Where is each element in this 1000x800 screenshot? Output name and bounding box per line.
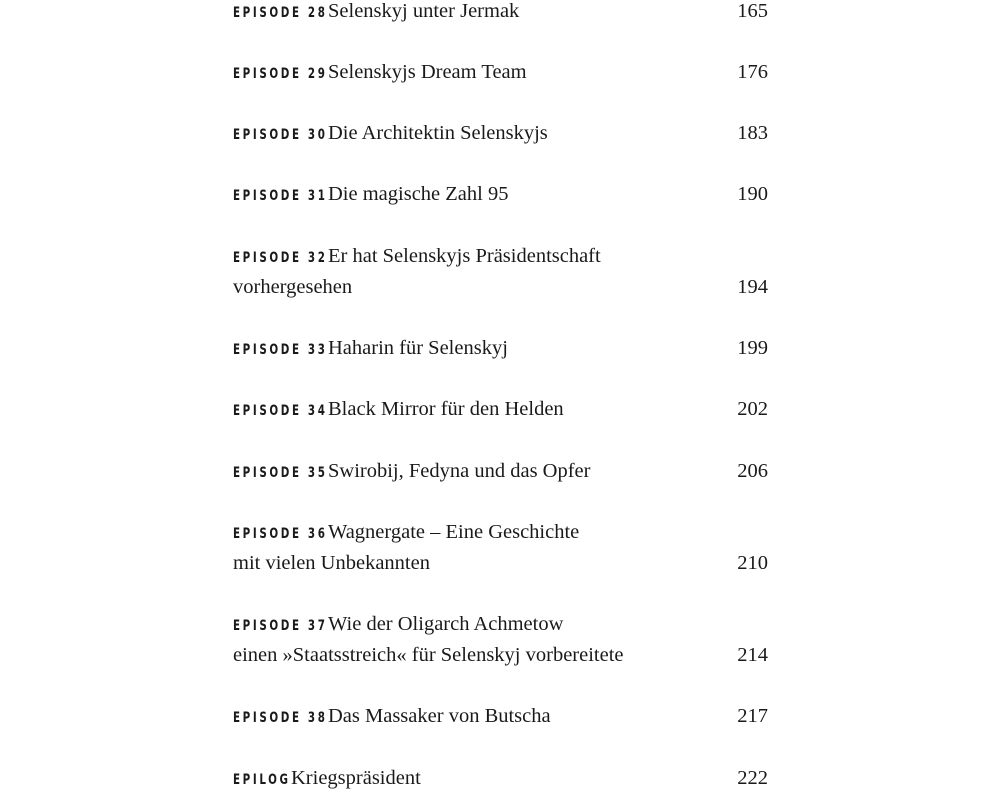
entry-page-number: 199 — [737, 337, 768, 359]
entry-label: EPISODE 36 — [233, 526, 328, 542]
entry-title: Selenskyjs Dream Team — [328, 61, 527, 83]
entry-label: EPISODE 35 — [233, 465, 328, 481]
entry-title: Wagnergate – Eine Geschichte — [328, 521, 580, 543]
entry-title: Selenskyj unter Jermak — [328, 0, 520, 22]
entry-title: Die Architektin Selenskyjs — [328, 122, 548, 144]
entry-page-number: 183 — [737, 122, 768, 144]
toc-entry[interactable] — [233, 333, 768, 364]
entry-page-number: 165 — [737, 0, 768, 22]
entry-label: EPISODE 31 — [233, 188, 328, 204]
entry-label: EPISODE 30 — [233, 127, 328, 143]
entry-label: EPILOG — [233, 772, 291, 788]
entry-page-number: 194 — [737, 276, 768, 298]
entry-page-number: 222 — [737, 767, 768, 789]
entry-label: EPISODE 34 — [233, 403, 328, 419]
entry-label: EPISODE 28 — [233, 5, 328, 21]
toc-entry[interactable] — [233, 118, 768, 149]
entry-label: EPISODE 32 — [233, 250, 328, 266]
toc-entry[interactable] — [233, 0, 768, 27]
toc-entry[interactable] — [233, 57, 768, 88]
entry-page-number: 202 — [737, 398, 768, 420]
entry-title: Black Mirror für den Helden — [328, 398, 564, 420]
table-of-contents — [233, 0, 768, 794]
entry-label: EPISODE 33 — [233, 342, 328, 358]
entry-page-number: 206 — [737, 460, 768, 482]
entry-page-number: 210 — [737, 552, 768, 574]
toc-entry[interactable] — [233, 394, 768, 425]
entry-page-number: 190 — [737, 183, 768, 205]
entry-page-number: 217 — [737, 705, 768, 727]
entry-title: Wie der Oligarch Achmetow — [328, 613, 564, 635]
toc-entry[interactable] — [233, 517, 768, 579]
entry-title: Haharin für Selenskyj — [328, 337, 508, 359]
entry-title-continued: vorhergesehen — [233, 276, 353, 298]
toc-entry[interactable] — [233, 456, 768, 487]
entry-label: EPISODE 38 — [233, 710, 328, 726]
toc-entry[interactable] — [233, 179, 768, 210]
entry-page-number: 176 — [737, 61, 768, 83]
entry-title: Swirobij, Fedyna und das Opfer — [328, 460, 591, 482]
entry-title-continued: mit vielen Unbekannten — [233, 552, 430, 574]
toc-entry[interactable] — [233, 241, 768, 303]
entry-title: Das Massaker von Butscha — [328, 705, 551, 727]
entry-title: Kriegspräsident — [291, 767, 421, 789]
entry-title-continued: einen »Staatsstreich« für Selenskyj vorbereitete — [233, 644, 624, 666]
entry-page-number: 214 — [737, 644, 768, 666]
toc-entry[interactable] — [233, 609, 768, 671]
entry-title: Die magische Zahl 95 — [328, 183, 509, 205]
toc-entry[interactable] — [233, 763, 768, 794]
toc-entry[interactable] — [233, 701, 768, 732]
entry-label: EPISODE 29 — [233, 66, 328, 82]
entry-title: Er hat Selenskyjs Präsidentschaft — [328, 245, 601, 267]
entry-label: EPISODE 37 — [233, 618, 328, 634]
